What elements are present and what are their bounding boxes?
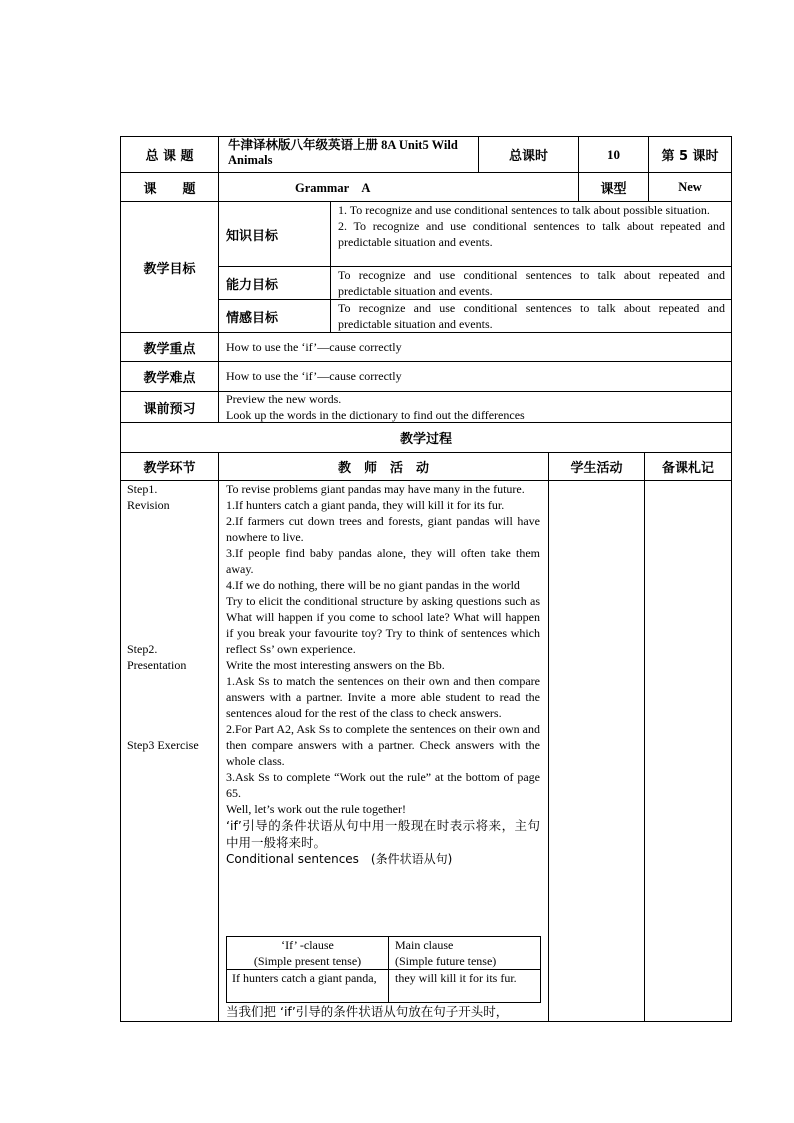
revision-item-4: 4.If we do nothing, there will be no giant pandas in the world (226, 578, 520, 592)
preview-label: 课前预习 (143, 401, 196, 417)
presentation-text: Try to elicit the conditional structure by asking questions such as What will happen if you come to school late? What will happen if you break your favourite toy? Try to think of sentences which reflect Ss’ own experience. (226, 594, 540, 656)
step-presentation-label (127, 641, 215, 673)
exercise-item-3: 3.Ask Ss to complete “Work out the rule” at the bottom of page 65. (226, 770, 540, 800)
revision-item-1: 1.If hunters catch a giant panda, they will kill it for its fur. (226, 498, 505, 512)
difficult-point-value: How to use the ‘if’—cause correctly (226, 369, 402, 383)
lesson-number: 第 5 课时 (661, 149, 719, 164)
emotion-goal-text: To recognize and use conditional sentences to talk about repeated and predictable situation and events. (338, 301, 725, 331)
column-step: 教学环节 (143, 461, 196, 476)
step-2-title: Step2. (127, 642, 158, 656)
step-3-title: Step3 Exercise (127, 738, 199, 752)
ability-goal-label: 能力目标 (226, 277, 279, 293)
lesson-type-label: 课型 (600, 181, 627, 197)
rule-line: Well, let’s work out the rule together! (226, 802, 406, 816)
total-topic-label: 总 课 题 (145, 149, 194, 164)
knowledge-goal-1: 1. To recognize and use conditional sentences to talk about possible situation. (338, 203, 710, 217)
ability-goal-text: To recognize and use conditional sentences to talk about repeated and predictable situation and events. (338, 268, 725, 298)
emotion-goal-label: 情感目标 (226, 310, 279, 326)
key-point-label: 教学重点 (143, 341, 196, 357)
process-title: 教学过程 (399, 432, 452, 447)
exercise-item-1: 1.Ask Ss to match the sentences on their own and then compare answers with a partner. Invite a more able student to read the sentences aloud for the rest of the class to check answers. (226, 674, 540, 720)
revision-item-2: 2.If farmers cut down trees and forests, giant pandas will have nowhere to live. (226, 514, 540, 544)
column-notes: 备课札记 (661, 461, 714, 476)
column-student-activity: 学生活动 (570, 461, 623, 476)
step-revision-label (127, 481, 215, 513)
preview-text (226, 391, 726, 422)
column-teacher-activity: 教 师 活 动 (337, 461, 429, 476)
teacher-activity-content (226, 481, 540, 867)
clause-table (226, 936, 541, 1003)
rule-chinese: ‘if’引导的条件状语从句中用一般现在时表示将来，主句中用一般将来时。 (226, 818, 540, 850)
main-clause-example: they will kill it for its fur. (395, 971, 517, 985)
key-point-value: How to use the ‘if’—cause correctly (226, 339, 402, 354)
topic-value: Grammar A (295, 181, 371, 195)
revision-item-3: 3.If people find baby pandas alone, they will often take them away. (226, 546, 540, 576)
knowledge-goal-2: 2. To recognize and use conditional sentences to talk about repeated and predictable situation and events. (338, 219, 725, 249)
knowledge-goal-text (338, 202, 725, 266)
conditional-title: Conditional sentences (条件状语从句) (226, 852, 453, 866)
step-exercise-label (127, 737, 217, 753)
teaching-goals-label: 教学目标 (143, 261, 196, 277)
write-answers-text: Write the most interesting answers on the Bb. (226, 658, 445, 672)
if-clause-example: If hunters catch a giant panda, (232, 971, 377, 985)
revision-intro: To revise problems giant pandas may have many in the future. (226, 482, 525, 496)
knowledge-goal-label: 知识目标 (226, 228, 279, 244)
if-clause-header: ‘If’ -clause (Simple present tense) (253, 938, 362, 968)
topic-label: 课 题 (143, 181, 196, 197)
total-hours-value: 10 (607, 146, 620, 162)
total-topic-value: 牛津译林版八年级英语上册 8A Unit5 Wild Animals (228, 138, 458, 167)
step-1-title: Step1. (127, 482, 158, 496)
last-line: 当我们把 ‘if’引导的条件状语从句放在句子开头时， (226, 1004, 509, 1019)
preview-line-1: Preview the new words. (226, 392, 342, 406)
step-2-name: Presentation (127, 658, 187, 672)
lesson-type-value: New (678, 179, 702, 194)
preview-line-2: Look up the words in the dictionary to find out the differences (226, 408, 525, 422)
step-1-name: Revision (127, 498, 170, 512)
difficult-point-label: 教学难点 (143, 371, 196, 386)
exercise-item-2: 2.For Part A2, Ask Ss to complete the sentences on their own and then compare answers with a partner. Check answers with the whole class. (226, 722, 540, 768)
total-hours-label: 总课时 (508, 149, 548, 164)
main-clause-header: Main clause (Simple future tense) (395, 938, 497, 968)
